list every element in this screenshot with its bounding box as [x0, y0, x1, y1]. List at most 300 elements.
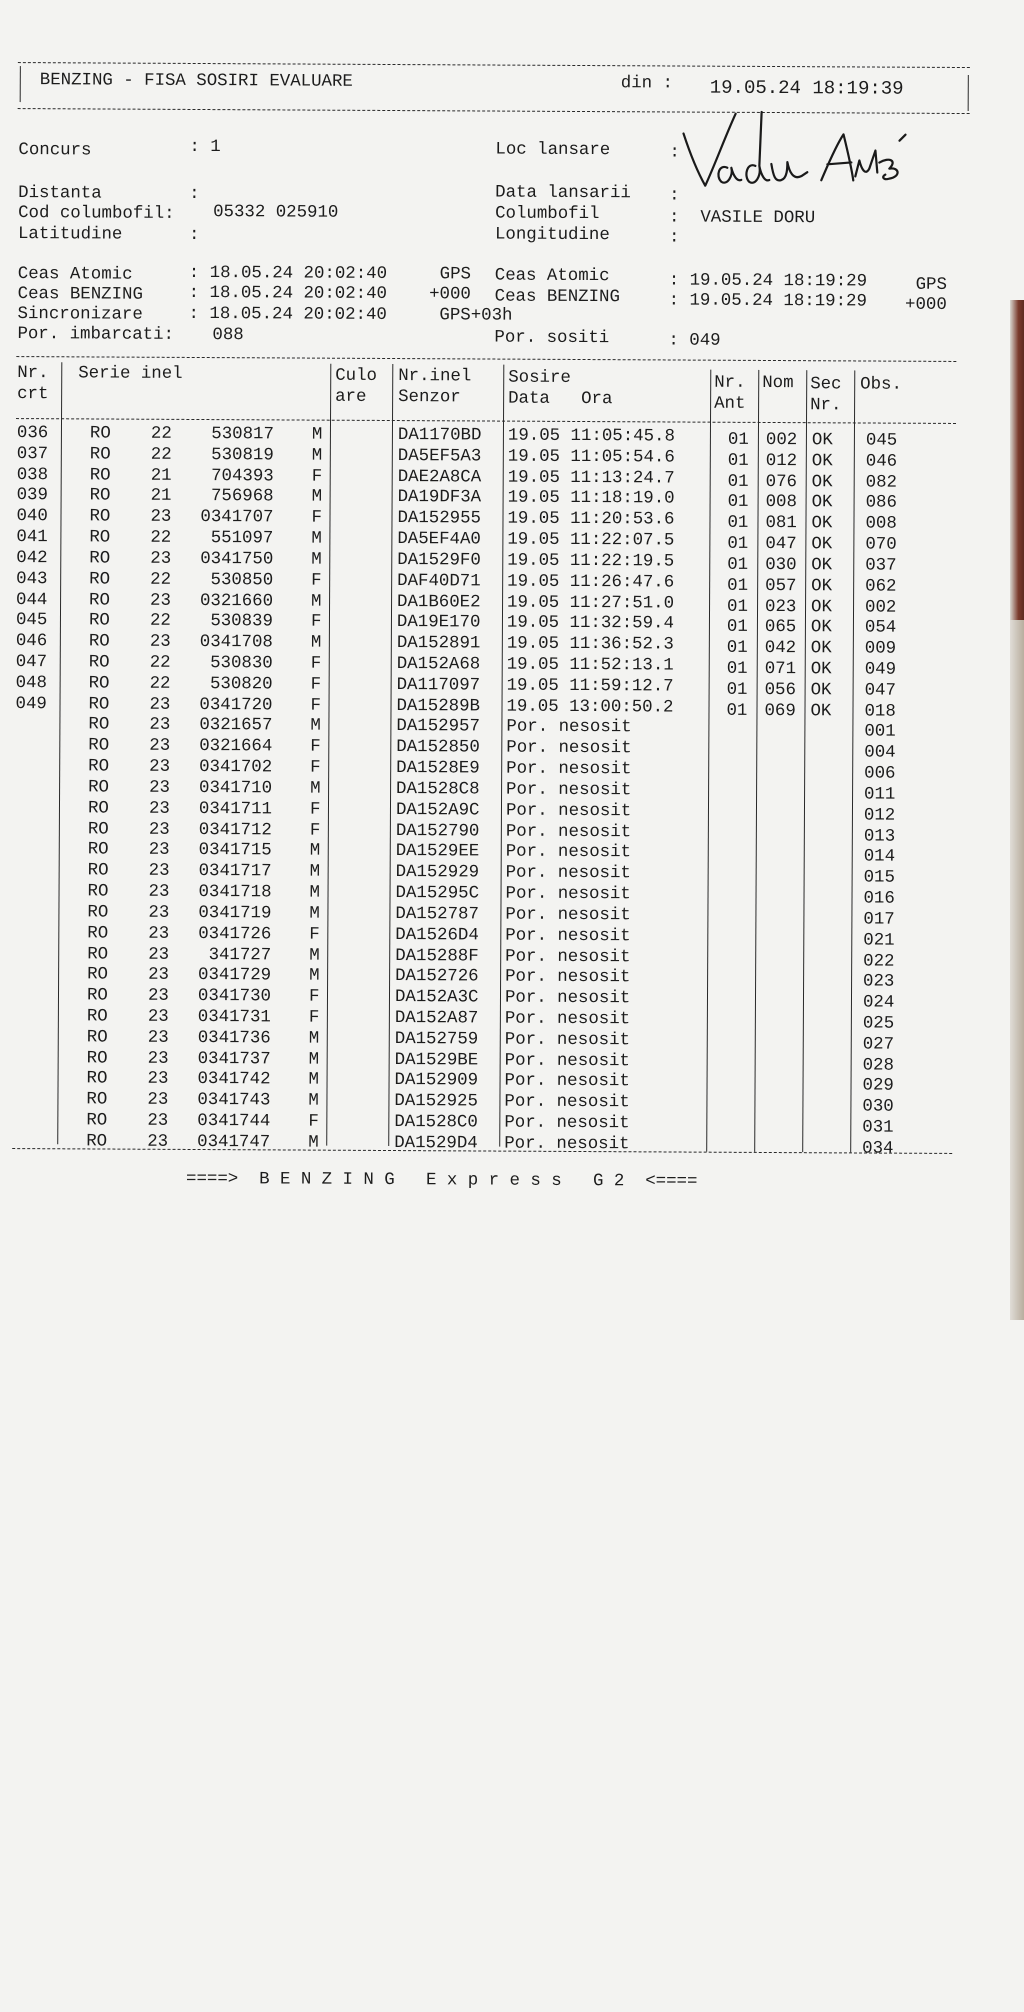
cell-obs: 023 — [863, 973, 894, 994]
cell-obs: 049 — [865, 661, 896, 682]
cell-crt: 039 — [17, 487, 48, 508]
cell-sensor: DA15295C — [395, 884, 479, 905]
cell-arrival: 19.05 11:13:24.7 — [508, 468, 675, 490]
col-rule-sec — [850, 370, 855, 1152]
cell-obs: 037 — [865, 556, 896, 577]
cell-country: RO — [88, 716, 109, 737]
cell-ring: 0341747 — [184, 1133, 270, 1154]
cell-year: 23 — [148, 924, 169, 945]
cell-obs: 031 — [862, 1119, 893, 1140]
cell-arrival: 19.05 11:32:59.4 — [507, 614, 674, 636]
cell-year: 23 — [149, 758, 170, 779]
cell-sensor: DA1529D4 — [394, 1134, 478, 1155]
cell-crt: 040 — [16, 507, 47, 528]
cell-antenna: 01 — [727, 681, 748, 702]
header-are: are — [335, 388, 366, 409]
cell-sensor: DA19E170 — [397, 613, 481, 634]
cell-country: RO — [87, 882, 108, 903]
columbofil-label: Columbofil — [495, 205, 599, 226]
cell-year: 23 — [149, 695, 170, 716]
cell-year: 23 — [149, 779, 170, 800]
col-rule-serie — [326, 364, 331, 1146]
cell-sensor: DA1528E9 — [396, 759, 480, 780]
report-title: BENZING - FISA SOSIRI EVALUARE — [40, 71, 353, 93]
cell-year: 22 — [151, 446, 172, 467]
cell-obs: 011 — [864, 785, 895, 806]
cell-ring: 0321664 — [186, 737, 272, 758]
cell-sec: OK — [811, 535, 832, 556]
cell-country: RO — [90, 466, 111, 487]
cell-country: RO — [89, 508, 110, 529]
cell-year: 23 — [149, 862, 170, 883]
cell-obs: 009 — [865, 640, 896, 661]
cell-obs: 018 — [864, 702, 895, 723]
cell-sex: F — [311, 571, 322, 592]
cell-country: RO — [87, 1007, 108, 1028]
ceas-benzing-end-label: Ceas BENZING — [495, 288, 620, 309]
header-serie-inel: Serie inel — [78, 364, 182, 385]
cell-nom: 012 — [766, 452, 797, 473]
cell-obs: 047 — [865, 681, 896, 702]
cell-sex: F — [310, 821, 321, 842]
cell-arrival: Por. nesosit — [504, 1134, 629, 1155]
cell-crt: 041 — [16, 528, 47, 549]
cell-antenna: 01 — [727, 618, 748, 639]
cell-obs: 024 — [863, 994, 894, 1015]
cell-arrival: 19.05 11:22:19.5 — [507, 552, 674, 574]
cell-year: 23 — [149, 737, 170, 758]
cell-antenna: 01 — [727, 514, 748, 535]
cell-arrival: Por. nesosit — [505, 968, 630, 989]
cell-year: 22 — [151, 425, 172, 446]
sincronizare-value: : 18.05.24 20:02:40 — [189, 305, 387, 327]
cell-obs: 086 — [866, 494, 897, 515]
header-nr-inel: Nr.inel — [398, 367, 471, 388]
cell-country: RO — [88, 841, 109, 862]
cell-country: RO — [87, 1070, 108, 1091]
cell-obs: 016 — [863, 890, 894, 911]
cell-year: 23 — [149, 820, 170, 841]
cell-antenna: 01 — [727, 577, 748, 598]
cell-arrival: Por. nesosit — [506, 822, 631, 843]
cell-sensor: DA152790 — [396, 822, 480, 843]
cell-sec: OK — [811, 514, 832, 535]
paper-edge-shadow — [1010, 300, 1024, 620]
col-rule-culoare — [388, 364, 393, 1146]
cell-sex: M — [309, 946, 320, 967]
cell-sec: OK — [811, 619, 832, 640]
cell-sensor: DA152850 — [396, 738, 480, 759]
cell-arrival: 19.05 11:18:19.0 — [508, 489, 675, 511]
cell-ring: 341727 — [185, 945, 271, 966]
col-rule-ant — [754, 370, 759, 1152]
header-nr-ant-1: Nr. — [714, 374, 745, 395]
cell-crt: 038 — [17, 466, 48, 487]
cell-obs: 017 — [863, 910, 894, 931]
cell-crt: 046 — [16, 632, 47, 653]
cell-obs: 015 — [864, 869, 895, 890]
latitudine-label: Latitudine — [18, 225, 122, 246]
handwritten-release-location — [675, 105, 945, 196]
title-left-border — [20, 66, 21, 102]
arrival-report-sheet — [2, 40, 1008, 1235]
cell-sec: OK — [811, 598, 832, 619]
cell-sensor: DA15288F — [395, 947, 479, 968]
cell-ring: 0341711 — [186, 800, 272, 821]
cell-sensor: DA1529BE — [395, 1051, 479, 1072]
cell-sensor: DA1170BD — [398, 426, 482, 447]
cell-sex: M — [310, 863, 321, 884]
longitudine-label: Longitudine — [495, 226, 610, 247]
cell-obs: 029 — [862, 1077, 893, 1098]
cell-sensor: DA1528C8 — [396, 780, 480, 801]
cell-ring: 0341715 — [186, 841, 272, 862]
cell-ring: 756968 — [188, 487, 274, 508]
cell-sex: F — [308, 1113, 319, 1134]
cell-sex: F — [310, 759, 321, 780]
cell-ring: 551097 — [187, 529, 273, 550]
cell-sensor: DA1526D4 — [395, 926, 479, 947]
cell-arrival: Por. nesosit — [505, 926, 630, 947]
cell-nom: 002 — [766, 431, 797, 452]
cell-sec: OK — [812, 494, 833, 515]
cell-arrival: Por. nesosit — [506, 718, 631, 739]
cell-arrival: Por. nesosit — [506, 864, 631, 885]
cell-sensor: DA152A87 — [395, 1009, 479, 1030]
cell-ring: 0341730 — [185, 987, 271, 1008]
cell-sex: M — [309, 884, 320, 905]
arrival-table-body — [0, 1945, 998, 1950]
cell-ring: 0341750 — [187, 550, 273, 571]
cell-obs: 014 — [864, 848, 895, 869]
cell-country: RO — [86, 1132, 107, 1153]
cell-arrival: Por. nesosit — [504, 1072, 629, 1093]
cell-crt: 048 — [16, 674, 47, 695]
cell-obs: 006 — [864, 765, 895, 786]
title-top-border — [18, 62, 970, 68]
header-sec-2: Nr. — [810, 396, 841, 417]
cell-country: RO — [87, 1049, 108, 1070]
cell-country: RO — [88, 758, 109, 779]
data-lansarii-value: : — [669, 186, 680, 207]
cell-sex: M — [312, 426, 323, 447]
cell-antenna: 01 — [727, 639, 748, 660]
cell-country: RO — [90, 424, 111, 445]
cell-country: RO — [89, 529, 110, 550]
cell-sex: M — [311, 592, 322, 613]
header-data: Data — [508, 390, 550, 411]
cell-sex: M — [310, 842, 321, 863]
cell-country: RO — [89, 570, 110, 591]
cell-sex: F — [311, 675, 322, 696]
cell-crt: 045 — [16, 611, 47, 632]
cell-ring: 0341719 — [185, 904, 271, 925]
cell-nom: 030 — [765, 556, 796, 577]
cell-country: RO — [87, 966, 108, 987]
cell-ring: 0341729 — [185, 966, 271, 987]
cell-year: 23 — [148, 1049, 169, 1070]
cell-country: RO — [89, 674, 110, 695]
concurs-value: : 1 — [189, 138, 220, 159]
cell-arrival: 19.05 11:05:45.8 — [508, 427, 675, 449]
cell-sex: F — [309, 988, 320, 1009]
ceas-atomic-start-value: : 18.05.24 20:02:40 — [189, 264, 387, 286]
ceas-benzing-end-suffix: +000 — [895, 296, 947, 317]
cell-arrival: Por. nesosit — [505, 1051, 630, 1072]
cell-year: 21 — [151, 466, 172, 487]
cell-sex: M — [311, 530, 322, 551]
cell-crt: 044 — [16, 591, 47, 612]
sincronizare-suffix: GPS+03h — [419, 306, 513, 327]
ceas-atomic-start-suffix: GPS — [419, 265, 471, 286]
cell-country: RO — [87, 903, 108, 924]
cell-arrival: Por. nesosit — [506, 739, 631, 760]
cell-year: 23 — [147, 1112, 168, 1133]
header-senzor: Senzor — [398, 388, 461, 409]
cell-sex: M — [309, 1029, 320, 1050]
cell-year: 23 — [148, 966, 169, 987]
concurs-label: Concurs — [18, 141, 91, 162]
header-ora: Ora — [581, 390, 612, 411]
cell-arrival: 19.05 11:52:13.1 — [507, 656, 674, 678]
cell-sex: M — [312, 446, 323, 467]
cell-obs: 012 — [864, 806, 895, 827]
cell-arrival: Por. nesosit — [506, 843, 631, 864]
cell-country: RO — [86, 1111, 107, 1132]
cell-year: 23 — [148, 1008, 169, 1029]
cell-ring: 704393 — [188, 467, 274, 488]
cell-ring: 0321660 — [187, 591, 273, 612]
distanta-label: Distanta — [18, 184, 102, 205]
cell-sensor: DA19DF3A — [398, 488, 482, 509]
cell-year: 23 — [147, 1070, 168, 1091]
col-rule-crt — [57, 362, 62, 1144]
header-nr: Nr. — [17, 364, 48, 385]
cell-sex: M — [308, 1092, 319, 1113]
columbofil-value: : VASILE DORU — [669, 208, 815, 229]
cell-sec: OK — [811, 577, 832, 598]
cell-crt: 037 — [17, 445, 48, 466]
cell-ring: 0341726 — [185, 925, 271, 946]
cell-crt: 049 — [15, 695, 46, 716]
distanta-value: : — [189, 185, 200, 206]
table-top-border — [16, 356, 956, 362]
sositi-label: Por. sositi — [494, 329, 609, 350]
cell-obs: 022 — [863, 952, 894, 973]
cell-year: 23 — [148, 1029, 169, 1050]
cell-sensor: DA5EF5A3 — [398, 447, 482, 468]
cell-year: 23 — [147, 1133, 168, 1154]
cell-ring: 0341731 — [185, 1008, 271, 1029]
cell-country: RO — [88, 778, 109, 799]
cell-obs: 025 — [863, 1014, 894, 1035]
cell-sex: F — [310, 800, 321, 821]
cell-obs: 030 — [862, 1098, 893, 1119]
cell-antenna: 01 — [728, 472, 749, 493]
data-lansarii-label: Data lansarii — [495, 184, 631, 205]
cell-sensor: DA152759 — [395, 1030, 479, 1051]
cell-obs: 034 — [862, 1139, 893, 1160]
cell-year: 23 — [148, 904, 169, 925]
cell-ring: 0341708 — [187, 633, 273, 654]
cell-ring: 0341707 — [187, 508, 273, 529]
cell-sensor: DA1B60E2 — [397, 593, 481, 614]
cell-year: 21 — [151, 487, 172, 508]
cell-sex: M — [308, 1133, 319, 1154]
cell-sensor: DA152787 — [395, 905, 479, 926]
cell-sensor: DA5EF4A0 — [397, 530, 481, 551]
cell-year: 22 — [150, 612, 171, 633]
cell-sec: OK — [811, 681, 832, 702]
cell-ring: 0321657 — [186, 716, 272, 737]
cell-arrival: 19.05 11:05:54.6 — [508, 447, 675, 469]
cell-country: RO — [88, 862, 109, 883]
cell-arrival: Por. nesosit — [506, 781, 631, 802]
cell-ring: 0341744 — [184, 1112, 270, 1133]
cell-obs: 082 — [866, 473, 897, 494]
cell-ring: 0341720 — [186, 696, 272, 717]
cell-antenna: 01 — [727, 597, 748, 618]
cell-year: 23 — [149, 716, 170, 737]
cell-year: 22 — [150, 529, 171, 550]
cell-obs: 021 — [863, 931, 894, 952]
cell-ring: 530830 — [187, 654, 273, 675]
cell-antenna: 01 — [728, 431, 749, 452]
cell-ring: 0341737 — [185, 1050, 271, 1071]
sositi-value: : 049 — [668, 331, 720, 352]
header-crt: crt — [17, 385, 48, 406]
cell-ring: 0341702 — [186, 758, 272, 779]
cell-year: 23 — [149, 799, 170, 820]
cell-sex: M — [312, 488, 323, 509]
cell-sensor: DA152957 — [396, 718, 480, 739]
cell-arrival: Por. nesosit — [504, 1093, 629, 1114]
ceas-benzing-start-value: : 18.05.24 20:02:40 — [189, 284, 387, 306]
cell-year: 22 — [150, 570, 171, 591]
cell-nom: 076 — [766, 473, 797, 494]
title-right-border — [968, 75, 969, 111]
header-sosire: Sosire — [508, 369, 571, 390]
cell-sec: OK — [812, 473, 833, 494]
cell-ring: 0341710 — [186, 779, 272, 800]
cell-sensor: DA117097 — [397, 676, 481, 697]
loc-lansare-colon: : — [669, 143, 680, 164]
cell-crt: 036 — [17, 424, 48, 445]
cell-ring: 0341718 — [185, 883, 271, 904]
cell-arrival: Por. nesosit — [505, 1030, 630, 1051]
cell-country: RO — [87, 1028, 108, 1049]
cell-arrival: Por. nesosit — [505, 885, 630, 906]
longitudine-value: : — [669, 228, 680, 249]
cell-sex: F — [310, 696, 321, 717]
paper-edge-shadow-lower — [1010, 620, 1024, 1320]
cell-sex: F — [309, 925, 320, 946]
cell-sensor: DA152A9C — [396, 801, 480, 822]
ceas-benzing-start-suffix: +000 — [419, 285, 471, 306]
sincronizare-label: Sincronizare — [18, 305, 143, 326]
table-header-bottom-border — [16, 418, 956, 424]
cell-obs: 004 — [864, 744, 895, 765]
cell-sensor: DA152925 — [394, 1092, 478, 1113]
cell-obs: 013 — [864, 827, 895, 848]
cell-ring: 0341742 — [184, 1070, 270, 1091]
cell-nom: 065 — [765, 618, 796, 639]
cell-year: 23 — [149, 841, 170, 862]
cell-year: 23 — [150, 550, 171, 571]
cell-year: 22 — [150, 654, 171, 675]
cell-country: RO — [89, 633, 110, 654]
cell-sensor: DA15289B — [396, 697, 480, 718]
cell-arrival: 19.05 11:20:53.6 — [507, 510, 674, 532]
cell-sec: OK — [812, 431, 833, 452]
cell-ring: 0341712 — [186, 821, 272, 842]
cell-ring: 530820 — [187, 675, 273, 696]
cell-sensor: DA152A3C — [395, 988, 479, 1009]
cell-antenna: 01 — [728, 452, 749, 473]
ceas-benzing-end-value: : 19.05.24 18:19:29 — [669, 291, 867, 313]
cell-obs: 045 — [866, 431, 897, 452]
cell-nom: 042 — [765, 639, 796, 660]
cell-country: RO — [88, 820, 109, 841]
cell-sensor: DA152891 — [397, 634, 481, 655]
cell-sensor: DA152909 — [394, 1071, 478, 1092]
cell-obs: 054 — [865, 619, 896, 640]
cell-sex: M — [310, 717, 321, 738]
cell-arrival: Por. nesosit — [505, 1010, 630, 1031]
imbarcati-value: 088 — [212, 326, 243, 347]
cell-sec: OK — [810, 702, 831, 723]
cell-year: 23 — [147, 1091, 168, 1112]
cell-arrival: Por. nesosit — [505, 947, 630, 968]
col-rule-sosire — [706, 370, 711, 1152]
cell-ring: 530839 — [187, 612, 273, 633]
header-obs: Obs. — [860, 375, 902, 396]
cell-sex: M — [309, 904, 320, 925]
cell-sex: F — [310, 738, 321, 759]
cell-obs: 027 — [863, 1035, 894, 1056]
ceas-atomic-end-suffix: GPS — [895, 276, 947, 297]
header-nom: Nom — [762, 374, 793, 395]
header-sec-1: Sec — [810, 375, 841, 396]
cell-sec: OK — [811, 556, 832, 577]
cell-arrival: Por. nesosit — [506, 801, 631, 822]
cell-country: RO — [88, 737, 109, 758]
cell-sex: M — [311, 551, 322, 572]
cell-country: RO — [88, 799, 109, 820]
cell-year: 23 — [148, 883, 169, 904]
ceas-atomic-end-value: : 19.05.24 18:19:29 — [669, 271, 867, 293]
cell-sec: OK — [811, 639, 832, 660]
cell-obs: 008 — [865, 515, 896, 536]
cell-sex: F — [311, 613, 322, 634]
cell-ring: 0341717 — [186, 862, 272, 883]
cell-sex: M — [308, 1071, 319, 1092]
cell-country: RO — [88, 695, 109, 716]
cell-antenna: 01 — [728, 493, 749, 514]
ceas-benzing-start-label: Ceas BENZING — [18, 285, 143, 306]
cell-sensor: DA1528C0 — [394, 1113, 478, 1134]
cell-sec: OK — [812, 452, 833, 473]
cell-year: 23 — [150, 591, 171, 612]
cell-crt: 047 — [16, 653, 47, 674]
cell-country: RO — [90, 445, 111, 466]
cell-obs: 062 — [865, 577, 896, 598]
cell-year: 23 — [148, 987, 169, 1008]
cell-nom: 023 — [765, 598, 796, 619]
cell-nom: 069 — [764, 702, 795, 723]
cell-arrival: 19.05 11:59:12.7 — [507, 676, 674, 698]
cell-obs: 070 — [865, 536, 896, 557]
